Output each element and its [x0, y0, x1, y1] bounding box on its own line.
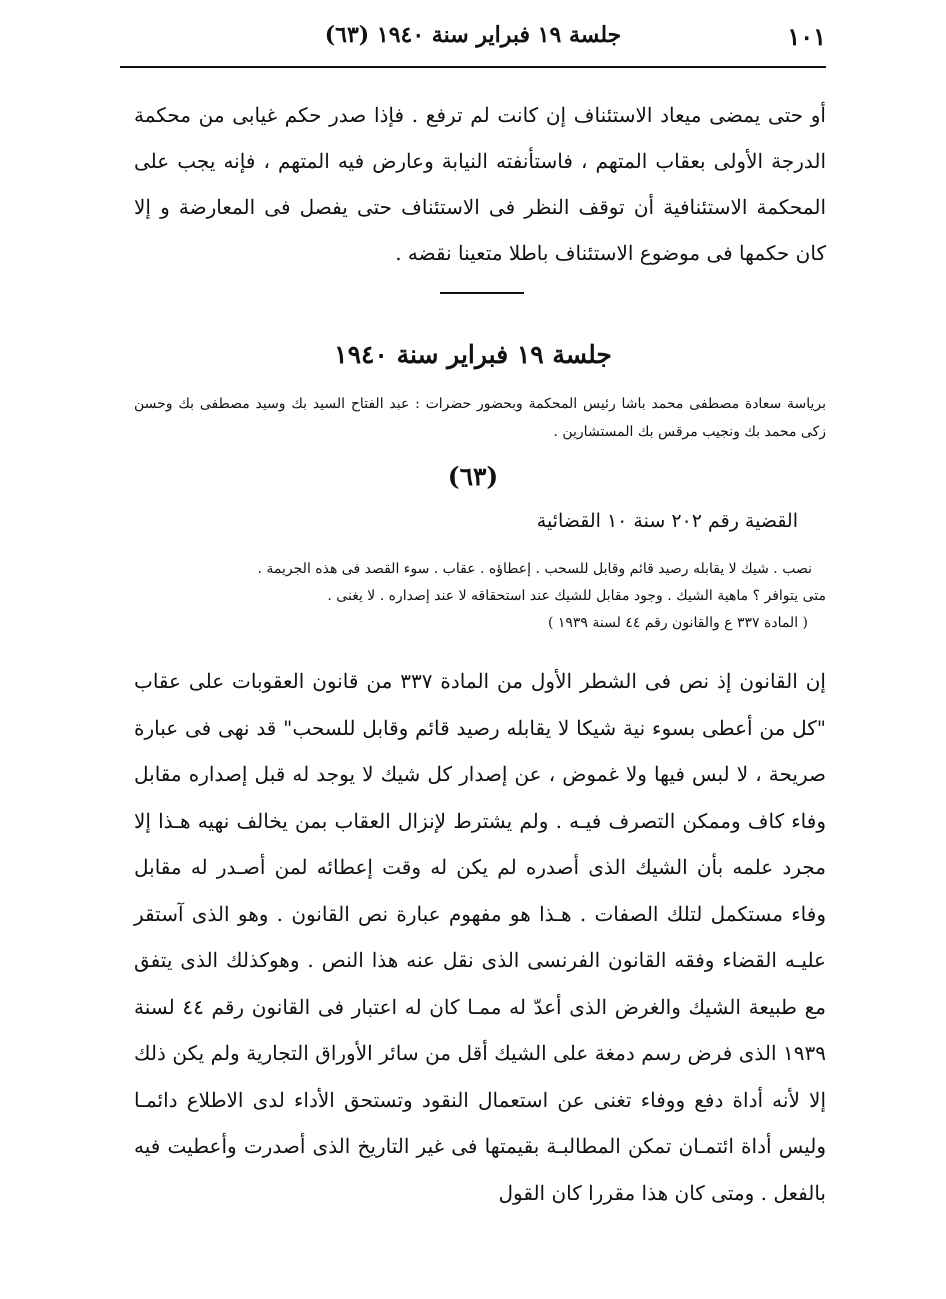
session-title: جلسة ١٩ فبراير سنة ١٩٤٠: [334, 340, 612, 369]
ruling-body-text: إن القانون إذ نص فى الشطر الأول من المادة ٣٣٧ من قانون العقوبات على عقاب "كل من أعطى بسوء نية شيكا لا يقابله رصيد قائم وقابل للسحب" قد نهى فى عبارة صريحة ، لا لبس فيها ولا غموض ، عن إصدار كل شيك لا يوجد له قبل إصداره مقابل وفاء كاف وممكن التصرف فيـه . ولم يشترط لإنزال العقاب بمن يخالف نهيه هـذا إلا مجرد علمه بأن الشيك الذى أصدره لم يكن له وقت إعطائه لمن أصـدر له مقابل وفاء مستكمل لتلك الصفات . هـذا هو مفهوم عبارة نص القانون . وهو الذى آستقر عليـه القضاء وفقه القانون الفرنسى الذى نقل عنه هذا النص . وهوكذلك الذى يتفق مع طبيعة الشيك والغرض الذى أعدّ له ممـا كان له اعتبار فى القانون رقم ٤٤ لسنة ١٩٣٩ الذى فرض رسم دمغة على الشيك أقل من سائر الأوراق التجارية ولم يكن ذلك إلا لأنه أداة دفع ووفاء تغنى عن استعمال النقود وتستحق الأداء لدى الاطلاع دائمـا وليس أداة ائتمـان تمكن المطالبـة بقيمتها فى غير التاريخ الذى أصدرت وأعطيت فيه بالفعل . ومتى كان هذا مقررا كان القول: [134, 669, 826, 1205]
header-rule: [120, 66, 826, 68]
case-keywords: [134, 556, 826, 637]
running-title: جلسة ١٩ فبراير سنة ١٩٤٠ (٦٣): [324, 22, 622, 48]
previous-paragraph: أو حتى يمضى ميعاد الاستئناف إن كانت لم ترفع . فإذا صدر حكم غيابى من محكمة الدرجة الأولى بعقاب المتهم ، فاستأنفته النيابة وعارض فيه المتهم ، فإنه يجب على المحكمة الاستئنافية أن توقف النظر فى الاستئناف حتى يفصل فى المعارضة و إلا كان حكمها فى موضوع الاستئناف باطلا متعينا نقضه .: [134, 103, 826, 265]
page-header: [120, 22, 826, 62]
case-number: (٦٣): [447, 462, 499, 491]
presidency-note: برياسة سعادة مصطفى محمد باشا رئيس المحكمة وبحضور حضرات : عبد الفتاح السيد بك وسيد مصطفى بك وحسن زكى محمد بك ونجيب مرقس بك المستشارين .: [134, 396, 826, 440]
section-divider: [440, 292, 524, 294]
keywords-line-2: متى يتوافر ؟ ماهية الشيك . وجود مقابل للشيك عند استحقاقه لا عند إصداره . لا يغنى .: [327, 588, 826, 604]
legal-reference: ( المادة ٣٣٧ ع والقانون رقم ٤٤ لسنة ١٩٣٩ ): [547, 615, 808, 631]
keywords-line-1: نصب . شيك لا يقابله رصيد قائم وقابل للسحب . إعطاؤه . عقاب . سوء القصد فى هذه الجريمة .: [257, 561, 812, 577]
case-reference: القضية رقم ٢٠٢ سنة ١٠ القضائية: [536, 510, 798, 532]
page-number: ١٠١: [787, 22, 826, 51]
